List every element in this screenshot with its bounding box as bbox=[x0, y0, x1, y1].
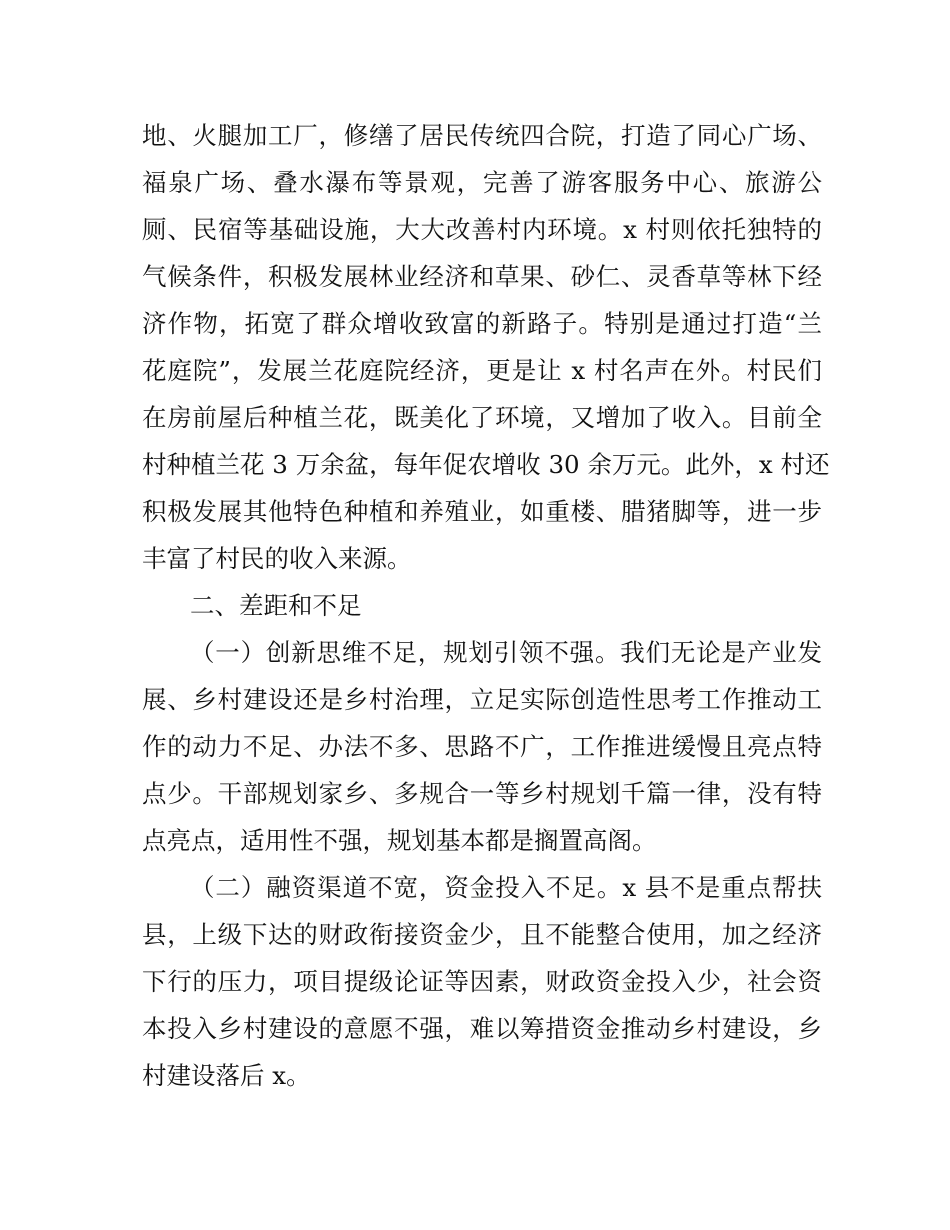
text-line: （一）创新思维不足，规划引领不强。我们无论是产业发 bbox=[190, 638, 822, 667]
text-line: （二）融资渠道不宽，资金投入不足。x 县不是重点帮扶 bbox=[190, 873, 822, 902]
text-line: 作的动力不足、办法不多、思路不广，工作推进缓慢且亮点特 bbox=[142, 732, 822, 761]
text-line: 县，上级下达的财政衔接资金少，且不能整合使用，加之经济 bbox=[142, 920, 822, 949]
text-line: 积极发展其他特色种植和养殖业，如重楼、腊猪脚等，进一步 bbox=[142, 497, 822, 526]
text-line: 在房前屋后种植兰花，既美化了环境，又增加了收入。目前全 bbox=[142, 403, 822, 432]
text-line: 村建设落后 x。 bbox=[142, 1061, 311, 1090]
text-line: 本投入乡村建设的意愿不强，难以筹措资金推动乡村建设，乡 bbox=[142, 1014, 822, 1043]
text-line: 厕、民宿等基础设施，大大改善村内环境。x 村则依托独特的 bbox=[142, 215, 822, 244]
text-line: 点少。干部规划家乡、多规合一等乡村规划千篇一律，没有特 bbox=[142, 779, 822, 808]
text-line: 济作物，拓宽了群众增收致富的新路子。特别是通过打造“兰 bbox=[142, 309, 822, 338]
text-line: 气候条件，积极发展林业经济和草果、砂仁、灵香草等林下经 bbox=[142, 262, 822, 291]
text-line: 村种植兰花 3 万余盆，每年促农增收 30 余万元。此外，x 村还 bbox=[142, 450, 830, 479]
text-line: 福泉广场、叠水瀑布等景观，完善了游客服务中心、旅游公 bbox=[142, 168, 822, 197]
text-line: 点亮点，适用性不强，规划基本都是搁置高阁。 bbox=[142, 826, 657, 855]
text-line: 地、火腿加工厂，修缮了居民传统四合院，打造了同心广场、 bbox=[142, 121, 822, 150]
text-line: 下行的压力，项目提级论证等因素，财政资金投入少，社会资 bbox=[142, 967, 822, 996]
text-line: 展、乡村建设还是乡村治理，立足实际创造性思考工作推动工 bbox=[142, 685, 822, 714]
text-line: 丰富了村民的收入来源。 bbox=[142, 544, 412, 573]
section-heading: 二、差距和不足 bbox=[190, 591, 362, 620]
text-line: 花庭院”，发展兰花庭院经济，更是让 x 村名声在外。村民们 bbox=[142, 356, 822, 385]
